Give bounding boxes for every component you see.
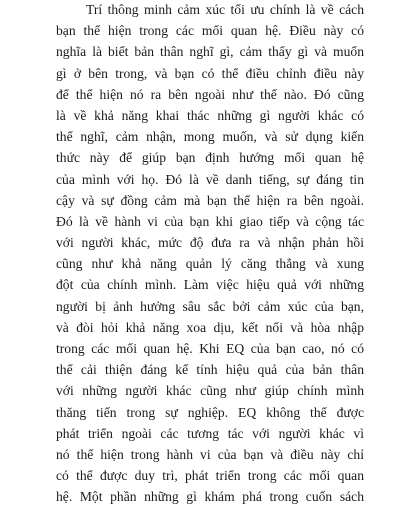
text-line: nó thể hiện trong hành vi của bạn và điều này chỉ	[56, 446, 364, 462]
text-line: với những người khác cũng như giúp chính mình	[56, 383, 364, 399]
text-line: của mình với họ. Đó là về danh tiếng, sự đáng tin	[56, 171, 364, 187]
text-line: gì ở bên trong, và bạn có thể điều chỉnh điều này	[56, 65, 364, 81]
text-line: thăng tiến trong sự nghiệp. EQ không thể được	[56, 404, 364, 420]
text-line: Trí thông minh cảm xúc tối ưu chính là về cách	[86, 2, 364, 17]
text-line: đột của chính mình. Làm việc hiệu quả với những	[56, 277, 364, 293]
text-line: nghĩa là biết bản thân nghĩ gì, cảm thấy gì và muốn	[56, 44, 364, 60]
text-line: người bị ảnh hưởng sâu sắc bởi cảm xúc của bạn,	[56, 298, 364, 314]
text-line: Đó là về hành vi của bạn khi giao tiếp và cộng tác	[56, 213, 364, 229]
text-line: trong các mối quan hệ. Khi EQ của bạn cao, nó có	[56, 341, 364, 356]
text-line: cũng như khả năng quản lý căng thẳng và xung	[56, 256, 364, 272]
text-line: thức này để giúp bạn định hướng mối quan hệ	[56, 150, 364, 166]
text-line: để thể hiện nó ra bên ngoài như thế nào. Đó cũng	[56, 86, 364, 102]
text-line: bạn thể hiện trong các mối quan hệ. Điều này có	[56, 23, 364, 39]
text-line: là về khả năng khai thác những gì người khác có	[56, 107, 364, 123]
text-line: và đòi hỏi khả năng xoa dịu, kết nối và hòa nhập	[56, 319, 364, 335]
text-line: hệ. Một phần những gì khám phá trong cuốn sách	[56, 489, 364, 505]
text-line: với người khác, mức độ đưa ra và nhận phản hồi	[56, 235, 364, 251]
text-line: phát triển ngoài các tương tác với người khác vì	[56, 425, 364, 441]
text-line: có thể được duy trì, phát triển trong các mối quan	[56, 468, 364, 484]
text-line: cậy và sự đồng cảm mà bạn thể hiện ra bên ngoài.	[56, 192, 364, 208]
body-text	[56, 0, 364, 508]
text-line: thể nghĩ, cảm nhận, mong muốn, và sử dụng kiến	[56, 129, 364, 145]
text-line: thể cải thiện đáng kể tính hiệu quả của bản thân	[56, 362, 364, 378]
